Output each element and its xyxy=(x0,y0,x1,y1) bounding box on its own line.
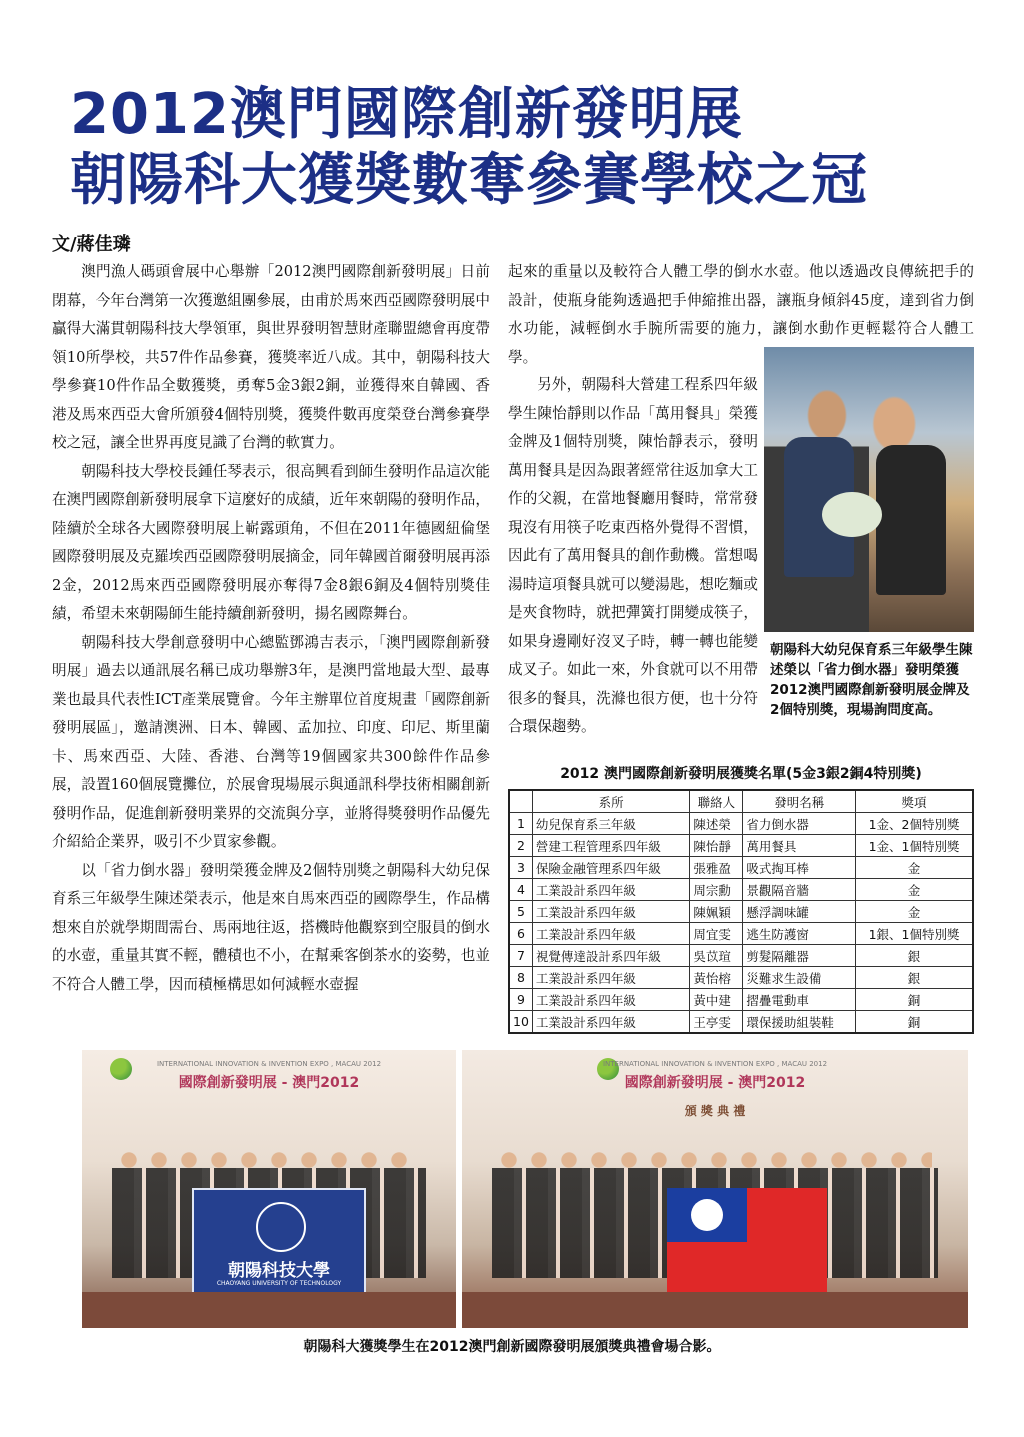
banner-chinese: 國際創新發明展 - 澳門2012 xyxy=(624,1075,806,1091)
group-heads xyxy=(118,1150,420,1170)
awards-table xyxy=(508,789,974,1034)
ceremony-photo-right xyxy=(462,1050,968,1328)
side-photo-caption: 朝陽科大幼兒保育系三年級學生陳述榮以「省力倒水器」發明榮獲2012澳門國際創新發明展金牌及2個特別獎，現場詢問度高。 xyxy=(770,642,973,718)
row-contact: 吳苡瑄 xyxy=(690,945,743,967)
header-invention: 發明名稱 xyxy=(743,790,856,813)
row-invention: 剪髮隔離器 xyxy=(743,945,856,967)
flag-university-name: 朝陽科技大學 xyxy=(228,1261,330,1281)
row-number: 1 xyxy=(509,813,532,835)
university-seal-icon xyxy=(256,1202,306,1252)
row-contact: 周宗勳 xyxy=(690,879,743,901)
row-department: 幼兒保育系三年級 xyxy=(532,813,689,835)
national-flag xyxy=(667,1188,827,1296)
banner-english: INTERNATIONAL INNOVATION & INVENTION EXPO , MACAU 2012 xyxy=(156,1060,382,1068)
table-row xyxy=(509,989,973,1011)
row-invention: 逃生防護窗 xyxy=(743,923,856,945)
header-num xyxy=(509,790,532,813)
flag-university-english: CHAOYANG UNIVERSITY OF TECHNOLOGY xyxy=(216,1280,342,1287)
row-award: 金 xyxy=(856,879,973,901)
row-department: 工業設計系四年級 xyxy=(532,967,689,989)
row-number: 4 xyxy=(509,879,532,901)
row-invention: 摺疊電動車 xyxy=(743,989,856,1011)
table-row xyxy=(509,879,973,901)
row-invention: 景觀隔音牆 xyxy=(743,879,856,901)
row-department: 工業設計系四年級 xyxy=(532,1011,689,1034)
headline-line-1: 2012澳門國際創新發明展 xyxy=(70,82,743,147)
row-award: 銅 xyxy=(856,1011,973,1034)
stage-floor xyxy=(462,1292,968,1328)
row-department: 保險金融管理系四年級 xyxy=(532,857,689,879)
row-department: 視覺傳達設計系四年級 xyxy=(532,945,689,967)
row-award: 1金、1個特別獎 xyxy=(856,835,973,857)
paragraph-2: 朝陽科技大學校長鍾任琴表示，很高興看到師生發明作品這次能在澳門國際創新發明展拿下這麼好的成績，近年來朝陽的發明作品，陸續於全球各大國際發明展上嶄露頭角，不但在2011年德國紐倫堡國際發明展及克羅埃西亞國際發明展摘金，同年韓國首爾發明展再添2金，2012馬來西亞國際發明展亦奪得7金8銀6銅及4個特別獎佳績，希望未來朝陽師生能持續創新發明，揚名國際舞台。 xyxy=(52,462,490,622)
row-contact: 陳姵穎 xyxy=(690,901,743,923)
flag-canton xyxy=(667,1188,747,1242)
headline-line-2: 朝陽科大獲獎數奪參賽學校之冠 xyxy=(70,148,868,213)
photo-product xyxy=(822,492,882,537)
article-column-right-narrow xyxy=(508,371,758,742)
banner-chinese: 國際創新發明展 - 澳門2012 xyxy=(178,1075,360,1091)
row-award: 銅 xyxy=(856,989,973,1011)
ceremony-photo-left xyxy=(82,1050,456,1328)
paragraph-1: 澳門漁人碼頭會展中心舉辦「2012澳門國際創新發明展」日前閉幕，今年台灣第一次獲邀組團參展，由甫於馬來西亞國際發明展中贏得大滿貫朝陽科技大學領軍，與世界發明智慧財產聯盟總會再度帶領10所學校，共57件作品參賽，獲獎率近八成。其中，朝陽科技大學參賽10件作品全數獲獎，勇奪5金3銀2銅，並獲得來自韓國、香港及馬來西亞大會所頒發4個特別獎，獲獎件數再度榮登台灣參賽學校之冠，讓全世界再度見識了台灣的軟實力。 xyxy=(52,263,490,451)
table-row xyxy=(509,945,973,967)
row-invention: 吸式掏耳棒 xyxy=(743,857,856,879)
row-contact: 陳述榮 xyxy=(690,813,743,835)
row-department: 工業設計系四年級 xyxy=(532,923,689,945)
row-invention: 環保援助組裝鞋 xyxy=(743,1011,856,1034)
banner-left xyxy=(82,1060,456,1092)
row-number: 10 xyxy=(509,1011,532,1034)
paragraph-3: 朝陽科技大學創意發明中心總監鄧鴻吉表示，「澳門國際創新發明展」過去以通訊展名稱已成功舉辦3年，是澳門當地最大型、最專業也最具代表性ICT產業展覽會。今年主辦單位首度規畫「國際創新發明展區」，邀請澳洲、日本、韓國、孟加拉、印度、印尼、斯里蘭卡、馬來西亞、大陸、香港、台灣等19個國家共300餘件作品參展，設置160個展覽攤位，於展會現場展示與通訊科學技術相關創新發明作品，促進創新發明業界的交流與分享，並將得獎發明作品優先介紹給企業界，吸引不少買家參觀。 xyxy=(52,633,490,850)
header-award: 獎項 xyxy=(856,790,973,813)
paragraph-5: 另外，朝陽科大營建工程系四年級學生陳怡靜則以作品「萬用餐具」榮獲金牌及1個特別獎，陳怡靜表示，發明萬用餐具是因為跟著經常往返加拿大工作的父親，在當地餐廳用餐時，常常發現沒有用筷子吃東西格外覺得不習慣，因此有了萬用餐具的創作動機。當想喝湯時這項餐具就可以變湯匙，想吃麵或是夾食物時，就把彈簧打開變成筷子，如果身邊剛好沒叉子時，轉一轉也能變成叉子。如此一來，外食就可以不用帶很多的餐具，洗滌也很方便，也十分符合環保趨勢。 xyxy=(508,376,758,735)
row-department: 營建工程管理系四年級 xyxy=(532,835,689,857)
row-number: 5 xyxy=(509,901,532,923)
paragraph-4: 以「省力倒水器」發明榮獲金牌及2個特別獎之朝陽科大幼兒保育系三年級學生陳述榮表示，他是來自馬來西亞的國際學生，作品構想來自於就學期間需台、馬兩地往返，搭機時他觀察到空服員的倒水的水壺，重量其實不輕，體積也不小，在幫乘客倒茶水的姿勢，也並不符合人體工學，因而積極構思如何減輕水壺握 xyxy=(52,861,490,993)
row-award: 銀 xyxy=(856,945,973,967)
group-heads xyxy=(498,1150,932,1170)
article-column-left xyxy=(52,258,490,999)
row-contact: 張雅盈 xyxy=(690,857,743,879)
paragraph-4-continued: 起來的重量以及較符合人體工學的倒水水壺。他以透過改良傳統把手的設計，使瓶身能夠透過把手伸縮推出器，讓瓶身傾斜45度，達到省力倒水功能，減輕倒水手腕所需要的施力，讓倒水動作更輕鬆符合人體工學。 xyxy=(508,263,974,366)
banner-right xyxy=(462,1060,968,1119)
row-number: 7 xyxy=(509,945,532,967)
row-number: 3 xyxy=(509,857,532,879)
sun-icon xyxy=(691,1199,723,1231)
banner-english: INTERNATIONAL INNOVATION & INVENTION EXPO , MACAU 2012 xyxy=(602,1060,828,1068)
row-invention: 萬用餐具 xyxy=(743,835,856,857)
row-contact: 陳怡靜 xyxy=(690,835,743,857)
awards-table-header-row xyxy=(509,790,973,813)
student-exhibit-photo xyxy=(764,347,974,632)
table-row xyxy=(509,923,973,945)
row-award: 銀 xyxy=(856,967,973,989)
row-contact: 黃中建 xyxy=(690,989,743,1011)
row-award: 金 xyxy=(856,901,973,923)
row-number: 9 xyxy=(509,989,532,1011)
header-contact: 聯絡人 xyxy=(690,790,743,813)
bottom-photo-caption: 朝陽科大獲獎學生在2012澳門創新國際發明展頒獎典禮會場合影。 xyxy=(303,1339,721,1355)
row-contact: 周宜雯 xyxy=(690,923,743,945)
row-number: 2 xyxy=(509,835,532,857)
table-row xyxy=(509,813,973,835)
ceremony-label: 頒 獎 典 禮 xyxy=(684,1104,746,1118)
row-department: 工業設計系四年級 xyxy=(532,879,689,901)
stage-floor xyxy=(82,1292,456,1328)
author-byline: 文/蔣佳璘 xyxy=(52,234,131,255)
row-award: 1金、2個特別獎 xyxy=(856,813,973,835)
row-department: 工業設計系四年級 xyxy=(532,989,689,1011)
photo-person-right xyxy=(876,445,946,595)
row-contact: 黃怡榕 xyxy=(690,967,743,989)
row-invention: 懸浮調味罐 xyxy=(743,901,856,923)
awards-table-title: 2012 澳門國際創新發明展獲獎名單(5金3銀2銅4特別獎) xyxy=(560,766,922,782)
table-row xyxy=(509,1011,973,1034)
row-number: 6 xyxy=(509,923,532,945)
row-contact: 王亭雯 xyxy=(690,1011,743,1034)
row-invention: 省力倒水器 xyxy=(743,813,856,835)
header-dept: 系所 xyxy=(532,790,689,813)
table-row xyxy=(509,857,973,879)
row-award: 1銀、1個特別獎 xyxy=(856,923,973,945)
table-row xyxy=(509,967,973,989)
table-row xyxy=(509,901,973,923)
row-award: 金 xyxy=(856,857,973,879)
row-department: 工業設計系四年級 xyxy=(532,901,689,923)
row-number: 8 xyxy=(509,967,532,989)
awards-table-body xyxy=(509,813,973,1034)
row-invention: 災難求生設備 xyxy=(743,967,856,989)
table-row xyxy=(509,835,973,857)
